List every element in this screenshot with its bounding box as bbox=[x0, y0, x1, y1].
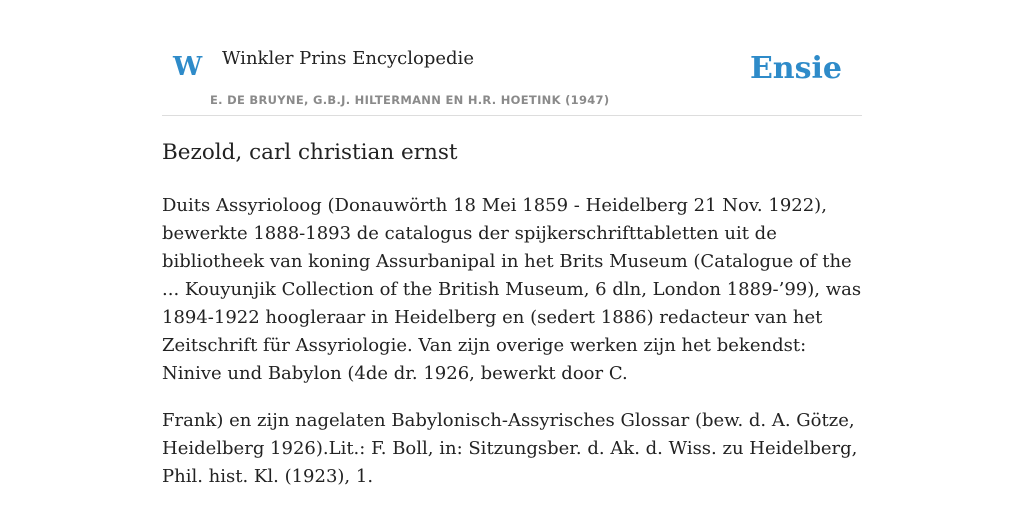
article-title: Bezold, carl christian ernst bbox=[162, 140, 458, 165]
source-title[interactable]: Winkler Prins Encyclopedie bbox=[222, 48, 474, 69]
source-authors: E. DE BRUYNE, G.B.J. HILTERMANN EN H.R. HOETINK (1947) bbox=[210, 93, 610, 107]
ensie-logo[interactable]: Ensie bbox=[749, 51, 842, 86]
article-body bbox=[162, 192, 862, 510]
winkler-prins-logo[interactable]: W bbox=[173, 52, 203, 82]
article-paragraph: Frank) en zijn nagelaten Babylonisch-Assyrisches Glossar (bew. d. A. Götze, Heidelberg 1926).Lit.: F. Boll, in: Sitzungsber. d. Ak. d. Wiss. zu Heidelberg, Phil. hist. Kl. (1923), 1. bbox=[162, 410, 858, 487]
source-header bbox=[162, 40, 862, 116]
article-paragraph: Duits Assyrioloog (Donauwörth 18 Mei 1859 - Heidelberg 21 Nov. 1922), bewerkte 1888-1893 de catalogus der spijkerschrifttabletten uit de bibliotheek van koning Assurbanipal in het Brits Museum (Catalogue of the ... Kouyunjik Collection of the British Museum, 6 dln, London 1889-’99), was 1894-1922 hoogleraar in Heidelberg en (sedert 1886) redacteur van het Zeitschrift für Assyriologie. Van zijn overige werken zijn het bekendst: Ninive und Babylon (4de dr. 1926, bewerkt door C. bbox=[162, 195, 862, 384]
